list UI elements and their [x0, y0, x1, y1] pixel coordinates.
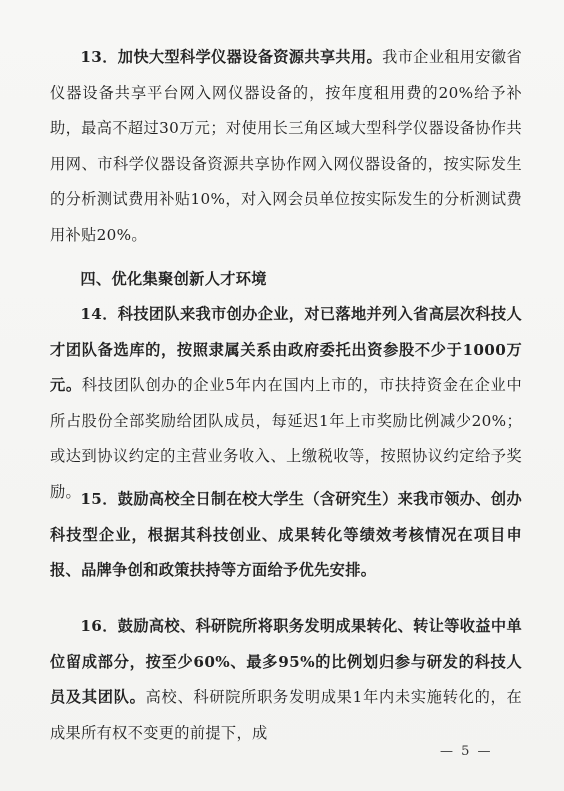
- paragraph-16: [50, 609, 522, 751]
- paragraph-14-body: 科技团队创办的企业5年内在国内上市的，市扶持资金在企业中所占股份全部奖励给团队成员，每延迟1年上市奖励比例减少20%；或达到协议约定的主营业务收入、上缴税收等，按照协议约定给予奖励。: [50, 376, 523, 501]
- paragraph-14-lead: 14．科技团队来我市创办企业，对已落地并列入省高层次科技人才团队备选库的，按照隶属关系由政府委托出资参股不少于1000万元。: [50, 305, 522, 394]
- paragraph-13: [50, 40, 522, 253]
- paragraph-15: [50, 482, 522, 589]
- section-heading-4: 四、优化集聚创新人才环境: [80, 270, 267, 288]
- paragraph-16-body: 高校、科研院所职务发明成果1年内未实施转化的，在成果所有权不变更的前提下，成: [50, 688, 522, 742]
- page-number: — 5 —: [440, 744, 493, 759]
- paragraph-14: [50, 297, 522, 510]
- paragraph-15-lead: 15．鼓励高校全日制在校大学生（含研究生）来我市领办、创办科技型企业，根据其科技创业、成果转化等绩效考核情况在项目申报、品牌争创和政策扶持等方面给予优先安排。: [50, 490, 522, 579]
- paragraph-13-lead: 13．加快大型科学仪器设备资源共享共用。: [80, 48, 383, 66]
- paragraph-16-lead: 16．鼓励高校、科研院所将职务发明成果转化、转让等收益中单位留成部分，按至少60%、最多95%的比例划归参与研发的科技人员及其团队。: [50, 617, 522, 706]
- paragraph-13-body: 我市企业租用安徽省仪器设备共享平台网入网仪器设备的，按年度租用费的20%给予补助，最高不超过30万元；对使用长三角区域大型科学仪器设备协作共用网、市科学仪器设备资源共享协作网入网仪器设备的，按实际发生的分析测试费用补贴10%，对入网会员单位按实际发生的分析测试费用补贴20%。: [50, 48, 522, 244]
